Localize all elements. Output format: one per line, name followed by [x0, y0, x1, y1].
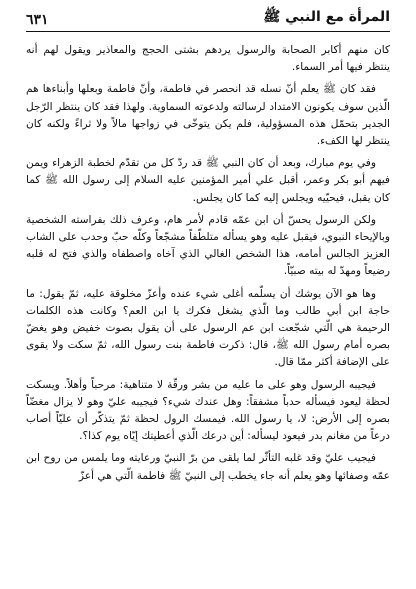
- paragraph: ولكن الرسول يحسّ أن ابن عمّه قادم لأمر هام، وعرف ذلك بفراسته الشخصية وبالإيحاء النبوي، فيقبل عليه وهو يسأله متلطّفاً مشجّعاً وكلّه حبّ وحدب على الشاب العزيز الجالس أمامه، هذا الشخص الغالي الذي آخاه واصطفاه والذي فتح له قلبه رضيعاً ومهدّ له بيته صبيّاً.: [26, 213, 390, 278]
- paragraph: فيجيب عليّ وقد غلبه التأثّر لما يلقى من برّ النبيّ ورعايته وما يلمس من روح ابن عمّه وصفائها وهو يعلم أنه جاء يخطب إلى النبيّ ﷺ فاطمة الّتي هي أعزّ: [26, 452, 390, 482]
- paragraph: وها هو الآن يوشك أن يسلّمه أغلى شيء عنده وأعزّ مخلوقة عليه، ثمّ يقول: ما حاجة ابن أبي طالب وما الّذي يشغل فكرك يا ابن العم؟ وكانت هذه الكلمات الرحيمة هي الّتي شجّعت ابن عم الرسول على أن يقول بصوت خفيض وهو يغضّ بصره أمام رسول الله ﷺ، قال: ذكرت فاطمة بنت رسول الله، ثمّ سكت ولا يقوى على الإضافة أكثر ممّا قال.: [26, 287, 390, 369]
- body-text: [26, 42, 390, 485]
- paragraph: فقد كان ﷺ يعلم أنّ نسله قد انحصر في فاطمة، وأنّ فاطمة وبعلها وأبناءها هم الّذين سوف يكونون الامتداد لرسالته ولدعوته السماوية. ولهذا فقد كان ينتظر الرّجل الجدير بتحمّل هذه المسؤولية، فلم يكن يتوخّى في زواجها مالاً ولا ثراءً ولكنه كان ينتظر لها الكفء.: [26, 83, 390, 148]
- header-divider: [26, 31, 390, 32]
- paragraph: فيجيبه الرسول وهو على ما عليه من بشر ورقّة لا متناهية: مرحباً وأهلاً. ويسكت لحظة ليعود فيسأله حدباً مشفقاً: وهل عندك شيء؟ فيجيبه عليّ وهو لا يزال مغضّاً بصره إلى الأرض: لا، يا رسول الله. فيمسك الرول لحظة ثمّ يتذكّر أن عليّاً أصاب درعاً من مغانم بدر فيعود ليسأله: أين درعك الّذي أعطيتك إيّاه يوم كذا؟.: [26, 378, 390, 443]
- running-title: المرأة مع النبي ﷺ: [263, 9, 390, 25]
- page-header: [26, 6, 390, 28]
- page-number: ٦٣١: [26, 12, 49, 28]
- paragraph: كان منهم أكابر الصحابة والرسول يردهم بشتى الحجج والمعاذير ويقول لهم أنه ينتظر فيها أمر السماء.: [26, 44, 390, 74]
- paragraph: وفي يوم مبارك، وبعد أن كان النبي ﷺ قد ردّ كل من تقدّم لخطبة الزهراء ويمن فيهم أبو بكر وعمر، أقبل علي أمير المؤمنين عليه السلام إلى رسول الله ﷺ كما كان يقبل، فيحيّيه ويجلس إليه كما كان يجلس.: [26, 157, 390, 204]
